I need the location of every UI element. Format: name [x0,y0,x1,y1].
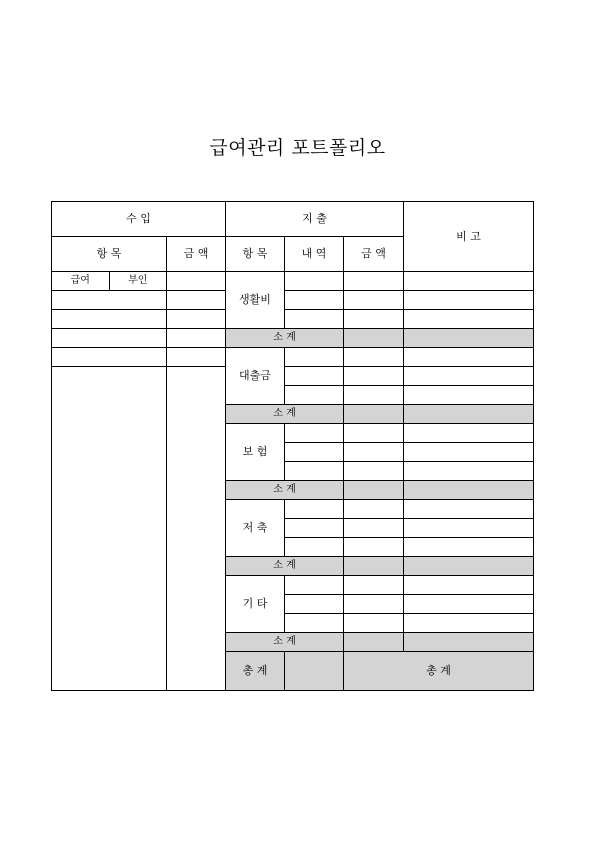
expense-amount-cell[interactable] [344,462,404,481]
remarks-cell[interactable] [404,576,534,595]
income-amount-cell[interactable] [167,329,226,348]
expense-amount-cell[interactable] [344,519,404,538]
remarks-cell[interactable] [404,443,534,462]
expense-detail-cell[interactable] [285,443,344,462]
expense-detail-cell[interactable] [285,519,344,538]
remarks-cell[interactable] [404,519,534,538]
expense-amount-cell[interactable] [344,310,404,329]
income-spouse-label: 부인 [128,275,148,286]
expense-detail-cell[interactable] [285,576,344,595]
remarks-cell[interactable] [404,424,534,443]
expense-amount-cell[interactable] [344,386,404,405]
portfolio-table [51,201,533,703]
income-grand-total-amount[interactable] [285,652,344,691]
subtotal-amount-cell[interactable] [344,633,404,652]
expense-amount-cell[interactable] [344,500,404,519]
remarks-header: 비 고 [404,202,534,272]
income-amount-blank[interactable] [167,367,226,691]
category-living: 생활비 [226,272,285,329]
subtotal-other: 소 계 [226,633,344,652]
expense-detail-cell[interactable] [285,614,344,633]
expense-header: 지 출 [226,202,404,237]
income-header: 수 입 [52,202,226,237]
remarks-cell[interactable] [404,310,534,329]
expense-grand-total-label: 총 계 [344,652,534,691]
expense-detail-cell[interactable] [285,595,344,614]
remarks-cell[interactable] [404,538,534,557]
income-item-cell[interactable] [52,310,167,329]
income-amount-cell[interactable] [167,348,226,367]
subtotal-remarks-cell[interactable] [404,557,534,576]
income-grand-total-label: 총 계 [226,652,285,691]
income-item-cell[interactable] [52,272,167,291]
subtotal-amount-cell[interactable] [344,557,404,576]
expense-amount-cell[interactable] [344,576,404,595]
expense-detail-cell[interactable] [285,367,344,386]
expense-amount-cell[interactable] [344,291,404,310]
income-item-cell[interactable] [52,348,167,367]
expense-detail-cell[interactable] [285,272,344,291]
expense-amount-cell[interactable] [344,367,404,386]
subtotal-loan: 소 계 [226,405,344,424]
subtotal-savings: 소 계 [226,557,344,576]
expense-item-header: 항 목 [226,237,285,272]
remarks-cell[interactable] [404,367,534,386]
subtotal-remarks-cell[interactable] [404,329,534,348]
subtotal-amount-cell[interactable] [344,329,404,348]
remarks-cell[interactable] [404,291,534,310]
category-loan: 대출금 [226,348,285,405]
income-amount-header: 금 액 [167,237,226,272]
category-insurance: 보 험 [226,424,285,481]
expense-amount-cell[interactable] [344,348,404,367]
category-other: 기 타 [226,576,285,633]
subtotal-insurance: 소 계 [226,481,344,500]
subtotal-remarks-cell[interactable] [404,633,534,652]
income-item-header: 항 목 [52,237,167,272]
income-amount-cell[interactable] [167,291,226,310]
expense-amount-cell[interactable] [344,614,404,633]
expense-detail-header: 내 역 [285,237,344,272]
remarks-cell[interactable] [404,386,534,405]
income-item-cell[interactable] [52,329,167,348]
subtotal-amount-cell[interactable] [344,481,404,500]
income-item-blank[interactable] [52,367,167,691]
expense-detail-cell[interactable] [285,310,344,329]
expense-amount-cell[interactable] [344,443,404,462]
remarks-cell[interactable] [404,500,534,519]
expense-amount-cell[interactable] [344,272,404,291]
expense-amount-header: 금 액 [344,237,404,272]
remarks-cell[interactable] [404,348,534,367]
page-title: 급여관리 포트폴리오 [209,137,386,159]
income-amount-cell[interactable] [167,310,226,329]
income-amount-cell[interactable] [167,272,226,291]
expense-detail-cell[interactable] [285,386,344,405]
expense-amount-cell[interactable] [344,595,404,614]
expense-detail-cell[interactable] [285,348,344,367]
income-salary-label: 급여 [52,272,110,290]
expense-detail-cell[interactable] [285,424,344,443]
expense-detail-cell[interactable] [285,291,344,310]
subtotal-amount-cell[interactable] [344,405,404,424]
subtotal-living: 소 계 [226,329,344,348]
remarks-cell[interactable] [404,595,534,614]
remarks-cell[interactable] [404,272,534,291]
expense-detail-cell[interactable] [285,462,344,481]
subtotal-remarks-cell[interactable] [404,481,534,500]
income-item-cell[interactable] [52,291,167,310]
expense-amount-cell[interactable] [344,538,404,557]
remarks-cell[interactable] [404,462,534,481]
category-savings: 저 축 [226,500,285,557]
remarks-cell[interactable] [404,614,534,633]
expense-detail-cell[interactable] [285,538,344,557]
expense-detail-cell[interactable] [285,500,344,519]
subtotal-remarks-cell[interactable] [404,405,534,424]
expense-amount-cell[interactable] [344,424,404,443]
